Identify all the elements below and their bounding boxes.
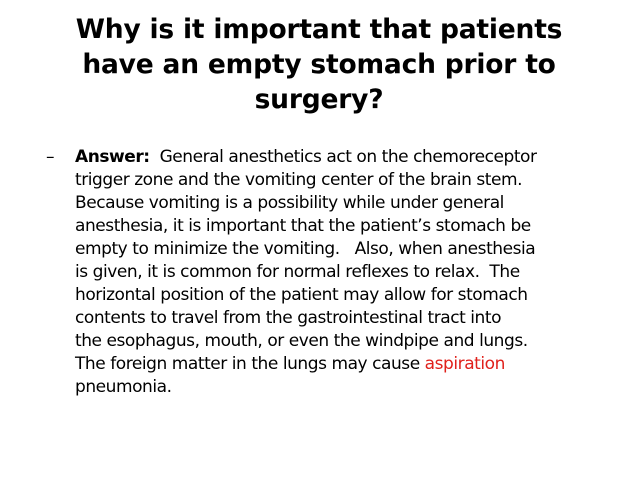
body-line-10 (75, 353, 631, 376)
body-line-1 (75, 146, 631, 169)
slide-title (60, 12, 578, 117)
body-line-5: empty to minimize the vomiting. Also, when anesthesia (75, 239, 536, 259)
title-line-2: have an empty stomach prior to (82, 49, 556, 80)
aspiration-highlight: aspiration (424, 354, 505, 374)
title-line-1: Why is it important that patients (75, 14, 563, 45)
body-line-2: trigger zone and the vomiting center of the brain stem. (75, 170, 523, 190)
body-line-6: is given, it is common for normal reflexes to relax. The (75, 262, 520, 282)
title-line-3: surgery? (254, 84, 384, 115)
answer-paragraph (75, 146, 631, 399)
body-line-10-text: The foreign matter in the lungs may cause (75, 354, 425, 374)
bullet-dash: – (46, 147, 55, 167)
body-line-4: anesthesia, it is important that the patient’s stomach be (75, 216, 531, 236)
body-line-7: horizontal position of the patient may allow for stomach (75, 285, 528, 305)
body-line-3: Because vomiting is a possibility while under general (75, 193, 504, 213)
body-line-9: the esophagus, mouth, or even the windpipe and lungs. (75, 331, 528, 351)
body-first-line-text: General anesthetics act on the chemoreceptor (149, 147, 537, 167)
answer-label: Answer: (75, 147, 150, 167)
body-line-11: pneumonia. (75, 377, 172, 397)
body-line-8: contents to travel from the gastrointestinal tract into (75, 308, 502, 328)
